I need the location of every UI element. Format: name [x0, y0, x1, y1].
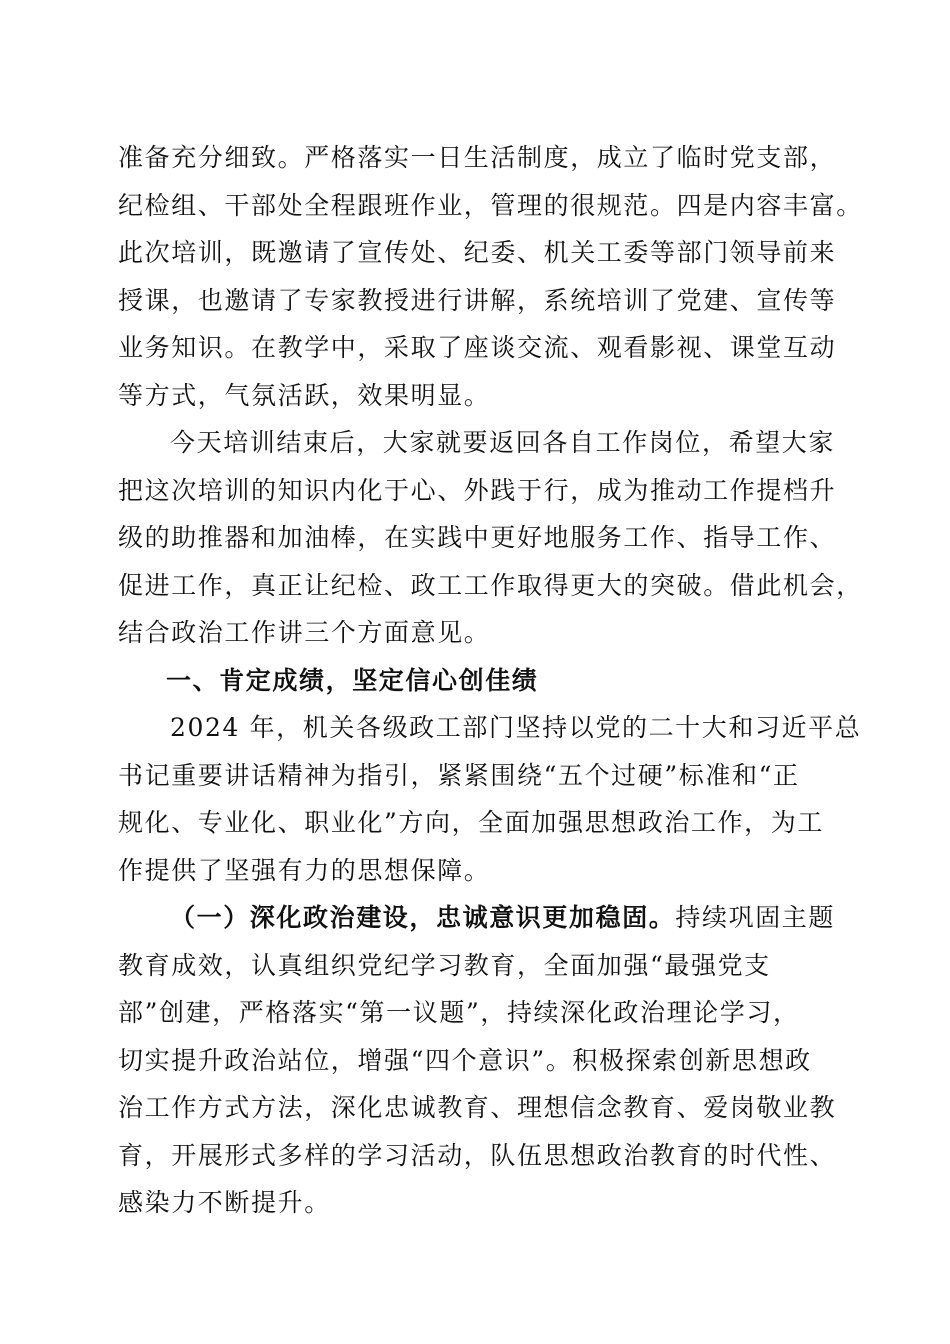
body-line: 切实提升政治站位，增强“四个意识”。积极探索创新思想政 [118, 1045, 812, 1075]
section-heading: 一、肯定成绩，坚定信心创佳绩 [166, 665, 539, 695]
body-line: 部”创建，严格落实“第一议题”，持续深化政治理论学习， [118, 998, 800, 1027]
body-line: 结合政治工作讲三个方面意见。 [118, 618, 491, 647]
body-line: 促进工作，真正让纪检、政工工作取得更大的突破。借此机会， [118, 570, 863, 600]
body-line: 今天培训结束后，大家就要返回各自工作岗位，希望大家 [170, 428, 836, 457]
body-line: 等方式，气氛活跃，效果明显。 [118, 380, 491, 410]
body-line: 感染力不断提升。 [118, 1188, 331, 1217]
document-body [118, 134, 863, 1227]
body-line: 准备充分细致。严格落实一日生活制度，成立了临时党支部， [118, 143, 837, 172]
body-line: 此次培训，既邀请了宣传处、纪委、机关工委等部门领导前来 [118, 238, 837, 267]
subsection-text: 持续巩固主题 [675, 903, 836, 932]
body-line: 育，开展形式多样的学习活动，队伍思想政治教育的时代性、 [118, 1140, 837, 1170]
body-line: 2024 年，机关各级政工部门坚持以党的二十大和习近平总 [170, 713, 862, 742]
body-line: 书记重要讲话精神为指引，紧紧围绕“五个过硬”标准和“正 [118, 760, 800, 790]
body-line: 治工作方式方法，深化忠诚教育、理想信念教育、爱岗敬业教 [118, 1093, 837, 1122]
body-line: 把这次培训的知识内化于心、外践于行，成为推动工作提档升 [118, 475, 837, 505]
body-line: 规化、专业化、职业化”方向，全面加强思想政治工作，为工 [118, 808, 824, 837]
body-line: 业务知识。在教学中，采取了座谈交流、观看影视、课堂互动 [118, 333, 837, 362]
body-line: 作提供了坚强有力的思想保障。 [118, 855, 491, 885]
body-line: 纪检组、干部处全程跟班作业，管理的很规范。四是内容丰富。 [118, 190, 863, 220]
body-line: 授课，也邀请了专家教授进行讲解，系统培训了党建、宣传等 [118, 285, 837, 315]
body-line: 级的助推器和加油棒，在实践中更好地服务工作、指导工作、 [118, 523, 837, 552]
subsection-heading: （一）深化政治建设，忠诚意识更加稳固。 [170, 903, 676, 932]
subsection-line [118, 894, 838, 942]
body-line: 教育成效，认真组织党纪学习教育，全面加强“最强党支 [118, 950, 771, 980]
